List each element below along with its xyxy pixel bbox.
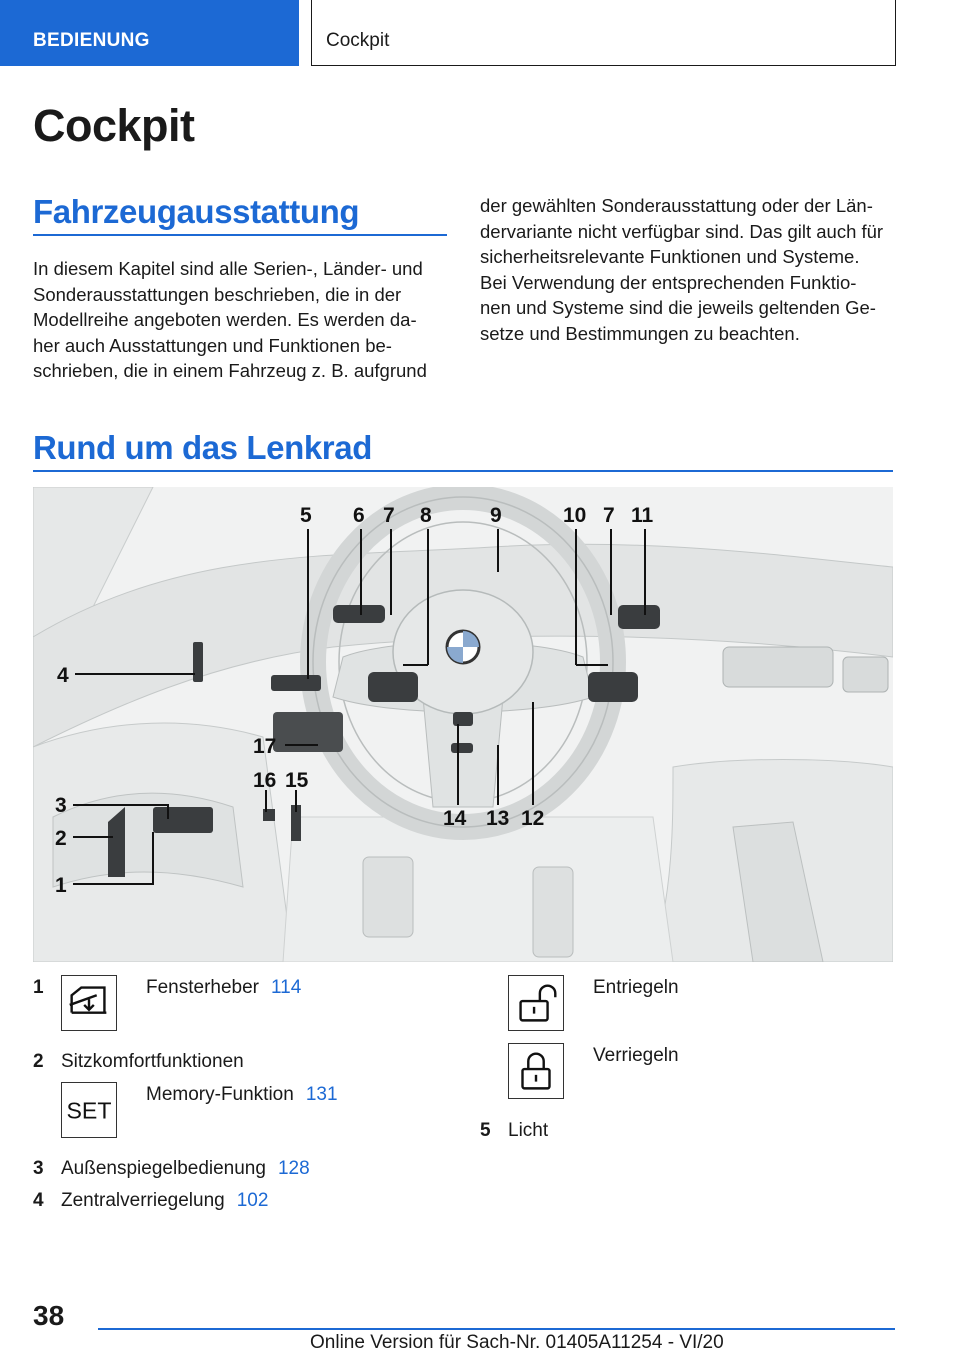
set-icon-text: SET [66, 1097, 112, 1124]
item-number: 2 [33, 1051, 44, 1072]
section-tab-label: BEDIENUNG [33, 30, 150, 51]
legend-item-2 [33, 1051, 244, 1073]
text-line: Bei Verwendung der entsprechenden Funktio- [480, 271, 857, 293]
section-heading-lenkrad: Rund um das Lenkrad [33, 429, 372, 466]
legend-item-4 [33, 1190, 268, 1212]
item-number: 4 [33, 1190, 44, 1211]
cockpit-illustration [33, 487, 893, 962]
legend-item-5 [480, 1120, 548, 1142]
callout-4: 4 [57, 664, 69, 687]
text-line: der gewählten Sonderausstattung oder der Län- [480, 195, 873, 216]
legend-label-verriegeln [593, 1045, 679, 1067]
footer-rule [98, 1328, 895, 1330]
callout-11: 11 [631, 504, 654, 527]
legend-label-memory [146, 1084, 338, 1106]
unlock-icon [508, 975, 564, 1031]
text-line: Modellreihe angeboten werden. Es werden da- [33, 309, 417, 330]
callout-7: 7 [383, 504, 395, 527]
legend-item-3 [33, 1158, 310, 1180]
item-label: Entriegeln [593, 977, 679, 998]
item-label: Fensterheber [146, 977, 260, 998]
item-label: Licht [508, 1120, 549, 1141]
callout-12: 12 [521, 807, 545, 830]
steering-wheel-diagram [33, 487, 893, 962]
callout-10: 10 [563, 504, 587, 527]
text-line: sicherheitsrelevante Funktionen und Systeme. [480, 246, 860, 267]
item-label: Verriegeln [593, 1045, 679, 1066]
callout-6: 6 [353, 504, 365, 527]
text-line: dervariante nicht verfügbar sind. Das gilt auch für [480, 220, 884, 242]
section-heading-fahrzeugausstattung: Fahrzeugausstattung [33, 193, 360, 230]
text-line: setze und Bestimmungen zu beachten. [480, 322, 800, 344]
page-ref-link[interactable]: 128 [277, 1158, 310, 1179]
item-label: Außenspiegelbedienung [61, 1158, 266, 1179]
set-icon [61, 1082, 117, 1138]
page-number: 38 [33, 1300, 65, 1331]
item-number: 5 [480, 1120, 491, 1141]
callout-8: 8 [420, 504, 432, 527]
text-line: Sonderausstattungen beschrieben, die in der [33, 283, 402, 305]
window-lift-icon [61, 975, 117, 1031]
section-tab [0, 0, 299, 66]
callout-7b: 7 [603, 504, 615, 527]
legend-label-entriegeln [593, 977, 679, 999]
chapter-tab-label: Cockpit [326, 30, 390, 51]
callout-2: 2 [55, 827, 67, 850]
legend-label-fensterheber [146, 977, 301, 999]
page-title: Cockpit [33, 100, 195, 151]
text-line: In diesem Kapitel sind alle Serien-, Länder- und [33, 258, 423, 279]
page-ref-link[interactable]: 131 [305, 1084, 338, 1105]
lock-icon [508, 1043, 564, 1099]
chapter-tab [311, 0, 896, 66]
section-rule [33, 470, 893, 472]
callout-15: 15 [285, 769, 309, 792]
item-label: Zentralverriegelung [61, 1190, 225, 1211]
callout-13: 13 [486, 807, 510, 830]
footer-version: Online Version für Sach-Nr. 01405A11254 - VI/20 [310, 1332, 724, 1353]
item-label: Memory-Funktion [146, 1084, 294, 1105]
text-line: her auch Ausstattungen und Funktionen be- [33, 334, 392, 356]
section-rule [33, 234, 447, 236]
callout-1: 1 [55, 874, 67, 897]
page-ref-link[interactable]: 102 [236, 1190, 269, 1211]
item-number: 3 [33, 1158, 44, 1179]
callout-3: 3 [55, 794, 67, 817]
callout-14: 14 [443, 807, 467, 830]
page-ref-link[interactable]: 114 [271, 977, 302, 998]
callout-17: 17 [253, 735, 277, 758]
callout-9: 9 [490, 504, 502, 527]
callout-5: 5 [300, 504, 312, 527]
callout-16: 16 [253, 769, 277, 792]
item-label: Sitzkomfortfunktionen [61, 1051, 244, 1072]
intro-column-1 [33, 256, 427, 384]
item-number: 1 [33, 977, 44, 998]
text-line: schrieben, die in einem Fahrzeug z. B. aufgrund [33, 360, 427, 381]
text-line: nen und Systeme sind die jeweils geltenden Ge- [480, 297, 876, 318]
intro-column-2 [480, 193, 883, 346]
